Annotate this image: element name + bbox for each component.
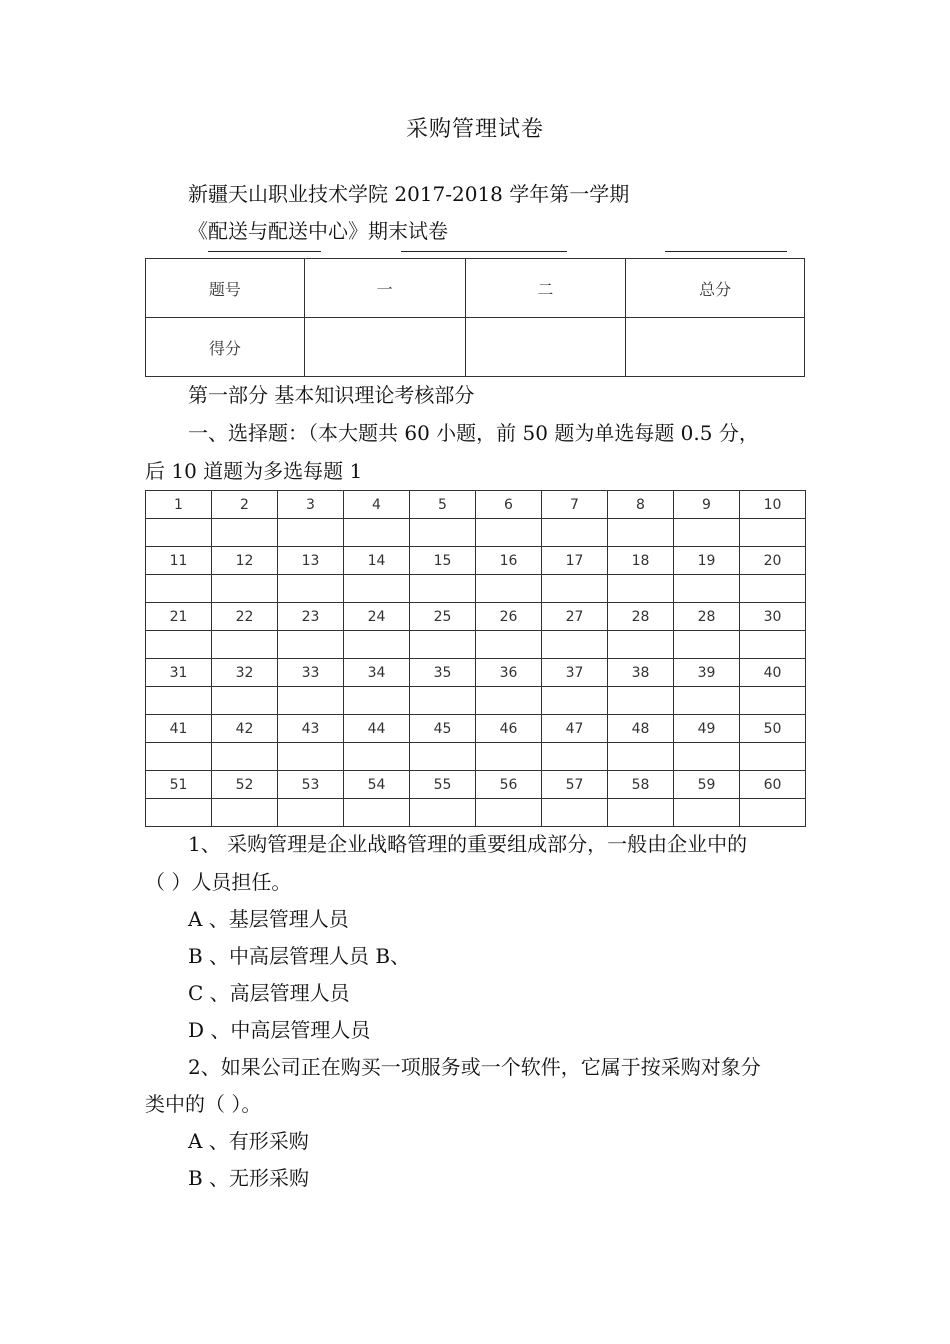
question-number-cell: 39 — [674, 659, 740, 687]
question-number-cell: 13 — [278, 547, 344, 575]
question-number-cell: 26 — [476, 603, 542, 631]
answer-cell[interactable] — [476, 519, 542, 547]
question-number-cell: 33 — [278, 659, 344, 687]
answer-grid-number-row — [146, 659, 806, 687]
answer-cell[interactable] — [608, 631, 674, 659]
answer-cell[interactable] — [146, 519, 212, 547]
answer-cell[interactable] — [674, 687, 740, 715]
answer-cell[interactable] — [146, 575, 212, 603]
question-number-cell: 7 — [542, 491, 608, 519]
answer-grid — [145, 490, 806, 827]
answer-grid-number-row — [146, 715, 806, 743]
question-number-cell: 40 — [740, 659, 806, 687]
answer-cell[interactable] — [212, 575, 278, 603]
question-number-cell: 9 — [674, 491, 740, 519]
question-number-cell: 60 — [740, 771, 806, 799]
answer-cell[interactable] — [146, 743, 212, 771]
answer-cell[interactable] — [278, 743, 344, 771]
question-number-cell: 54 — [344, 771, 410, 799]
blank-underline-class — [208, 251, 321, 252]
question-number-cell: 17 — [542, 547, 608, 575]
question-number-cell: 44 — [344, 715, 410, 743]
answer-grid-number-row — [146, 547, 806, 575]
answer-grid-answer-row — [146, 743, 806, 771]
part-title: 第一部分 基本知识理论考核部分 — [188, 383, 475, 407]
question-number-cell: 28 — [674, 603, 740, 631]
answer-cell[interactable] — [212, 743, 278, 771]
answer-cell[interactable] — [476, 743, 542, 771]
score-cell-part1[interactable] — [304, 318, 465, 377]
question-number-cell: 48 — [608, 715, 674, 743]
answer-cell[interactable] — [608, 743, 674, 771]
answer-cell[interactable] — [740, 575, 806, 603]
answer-cell[interactable] — [740, 687, 806, 715]
answer-cell[interactable] — [674, 799, 740, 827]
answer-cell[interactable] — [542, 799, 608, 827]
question-number-cell: 1 — [146, 491, 212, 519]
answer-grid-answer-row — [146, 631, 806, 659]
answer-cell[interactable] — [608, 799, 674, 827]
question-number-cell: 5 — [410, 491, 476, 519]
answer-grid-number-row — [146, 771, 806, 799]
question-number-cell: 20 — [740, 547, 806, 575]
question-number-cell: 49 — [674, 715, 740, 743]
answer-cell[interactable] — [212, 519, 278, 547]
answer-grid-answer-row — [146, 687, 806, 715]
answer-cell[interactable] — [608, 575, 674, 603]
answer-cell[interactable] — [476, 687, 542, 715]
question-number-cell: 22 — [212, 603, 278, 631]
answer-cell[interactable] — [410, 575, 476, 603]
answer-cell[interactable] — [146, 687, 212, 715]
question-number-cell: 35 — [410, 659, 476, 687]
answer-cell[interactable] — [344, 687, 410, 715]
answer-cell[interactable] — [410, 743, 476, 771]
answer-cell[interactable] — [410, 799, 476, 827]
answer-cell[interactable] — [344, 743, 410, 771]
question-number-cell: 43 — [278, 715, 344, 743]
question-number-cell: 19 — [674, 547, 740, 575]
question-number-cell: 51 — [146, 771, 212, 799]
answer-cell[interactable] — [410, 631, 476, 659]
answer-cell[interactable] — [476, 575, 542, 603]
question-2-option-a: A 、有形采购 — [188, 1129, 309, 1153]
answer-cell[interactable] — [740, 519, 806, 547]
school-term-line: 新疆天山职业技术学院 2017-2018 学年第一学期 — [188, 182, 630, 206]
answer-cell[interactable] — [410, 687, 476, 715]
answer-cell[interactable] — [740, 743, 806, 771]
question-number-cell: 57 — [542, 771, 608, 799]
question-1-option-c: C 、高层管理人员 — [188, 981, 350, 1005]
score-table-header-cell: 二 — [465, 259, 626, 318]
question-number-cell: 15 — [410, 547, 476, 575]
answer-cell[interactable] — [740, 799, 806, 827]
answer-cell[interactable] — [608, 519, 674, 547]
question-number-cell: 52 — [212, 771, 278, 799]
answer-cell[interactable] — [344, 519, 410, 547]
answer-cell[interactable] — [542, 631, 608, 659]
question-1-option-d: D 、中高层管理人员 — [188, 1018, 371, 1042]
question-number-cell: 31 — [146, 659, 212, 687]
answer-cell[interactable] — [212, 687, 278, 715]
answer-cell[interactable] — [608, 687, 674, 715]
score-table-header-cell: 总分 — [626, 259, 805, 318]
answer-cell[interactable] — [410, 519, 476, 547]
answer-cell[interactable] — [344, 631, 410, 659]
question-number-cell: 58 — [608, 771, 674, 799]
score-table — [145, 258, 805, 377]
answer-cell[interactable] — [212, 799, 278, 827]
question-number-cell: 55 — [410, 771, 476, 799]
question-number-cell: 10 — [740, 491, 806, 519]
question-number-cell: 14 — [344, 547, 410, 575]
question-number-cell: 24 — [344, 603, 410, 631]
question-1-stem: 1、 采购管理是企业战略管理的重要组成部分，一般由企业中的 — [188, 832, 748, 856]
question-number-cell: 59 — [674, 771, 740, 799]
question-number-cell: 12 — [212, 547, 278, 575]
question-1-option-b: B 、中高层管理人员 B、 — [188, 944, 411, 968]
question-number-cell: 4 — [344, 491, 410, 519]
question-number-cell: 56 — [476, 771, 542, 799]
question-2-stem: 2、如果公司正在购买一项服务或一个软件，它属于按采购对象分 — [188, 1055, 761, 1079]
answer-grid-number-row — [146, 491, 806, 519]
question-1-option-a: A 、基层管理人员 — [188, 907, 349, 931]
question-2-stem: 类中的（ ）。 — [145, 1092, 262, 1116]
question-number-cell: 6 — [476, 491, 542, 519]
answer-cell[interactable] — [278, 575, 344, 603]
answer-grid-answer-row — [146, 519, 806, 547]
answer-cell[interactable] — [146, 631, 212, 659]
answer-cell[interactable] — [278, 519, 344, 547]
question-number-cell: 8 — [608, 491, 674, 519]
answer-cell[interactable] — [542, 575, 608, 603]
answer-grid-number-row — [146, 603, 806, 631]
score-cell-total[interactable] — [626, 318, 805, 377]
score-table-header-cell: 一 — [304, 259, 465, 318]
question-number-cell: 46 — [476, 715, 542, 743]
answer-cell[interactable] — [542, 519, 608, 547]
answer-cell[interactable] — [674, 631, 740, 659]
question-number-cell: 11 — [146, 547, 212, 575]
answer-cell[interactable] — [542, 687, 608, 715]
answer-cell[interactable] — [344, 799, 410, 827]
question-number-cell: 38 — [608, 659, 674, 687]
question-number-cell: 21 — [146, 603, 212, 631]
answer-cell[interactable] — [674, 575, 740, 603]
question-number-cell: 41 — [146, 715, 212, 743]
answer-cell[interactable] — [344, 575, 410, 603]
question-number-cell: 36 — [476, 659, 542, 687]
score-table-score-row — [146, 318, 805, 377]
answer-cell[interactable] — [476, 799, 542, 827]
question-number-cell: 23 — [278, 603, 344, 631]
instruction-line: 一、选择题：（本大题共 60 小题，前 50 题为单选每题 0.5 分， — [188, 421, 759, 445]
question-number-cell: 25 — [410, 603, 476, 631]
answer-cell[interactable] — [146, 799, 212, 827]
question-2-option-b: B 、无形采购 — [188, 1166, 310, 1190]
answer-cell[interactable] — [674, 743, 740, 771]
question-number-cell: 34 — [344, 659, 410, 687]
question-number-cell: 18 — [608, 547, 674, 575]
blank-underline-id — [665, 251, 787, 252]
question-number-cell: 53 — [278, 771, 344, 799]
answer-cell[interactable] — [740, 631, 806, 659]
question-number-cell: 32 — [212, 659, 278, 687]
course-title-line: 《配送与配送中心》期末试卷 — [188, 219, 448, 243]
answer-cell[interactable] — [674, 519, 740, 547]
score-table-header-row — [146, 259, 805, 318]
blank-underline-name — [401, 251, 567, 252]
answer-cell[interactable] — [278, 631, 344, 659]
question-number-cell: 42 — [212, 715, 278, 743]
page-title: 采购管理试卷 — [405, 117, 544, 142]
question-number-cell: 37 — [542, 659, 608, 687]
answer-grid-answer-row — [146, 799, 806, 827]
question-number-cell: 2 — [212, 491, 278, 519]
score-cell-part2[interactable] — [465, 318, 626, 377]
score-row-label: 得分 — [146, 318, 305, 377]
answer-cell[interactable] — [476, 631, 542, 659]
question-number-cell: 3 — [278, 491, 344, 519]
answer-cell[interactable] — [542, 743, 608, 771]
question-number-cell: 50 — [740, 715, 806, 743]
answer-cell[interactable] — [212, 631, 278, 659]
answer-cell[interactable] — [278, 687, 344, 715]
question-number-cell: 47 — [542, 715, 608, 743]
question-number-cell: 27 — [542, 603, 608, 631]
question-number-cell: 16 — [476, 547, 542, 575]
instruction-line: 后 10 道题为多选每题 1 — [145, 459, 363, 483]
answer-grid-answer-row — [146, 575, 806, 603]
question-number-cell: 45 — [410, 715, 476, 743]
question-number-cell: 30 — [740, 603, 806, 631]
score-table-header-cell: 题号 — [146, 259, 305, 318]
question-number-cell: 28 — [608, 603, 674, 631]
question-1-stem: （ ）人员担任。 — [145, 870, 292, 894]
answer-cell[interactable] — [278, 799, 344, 827]
